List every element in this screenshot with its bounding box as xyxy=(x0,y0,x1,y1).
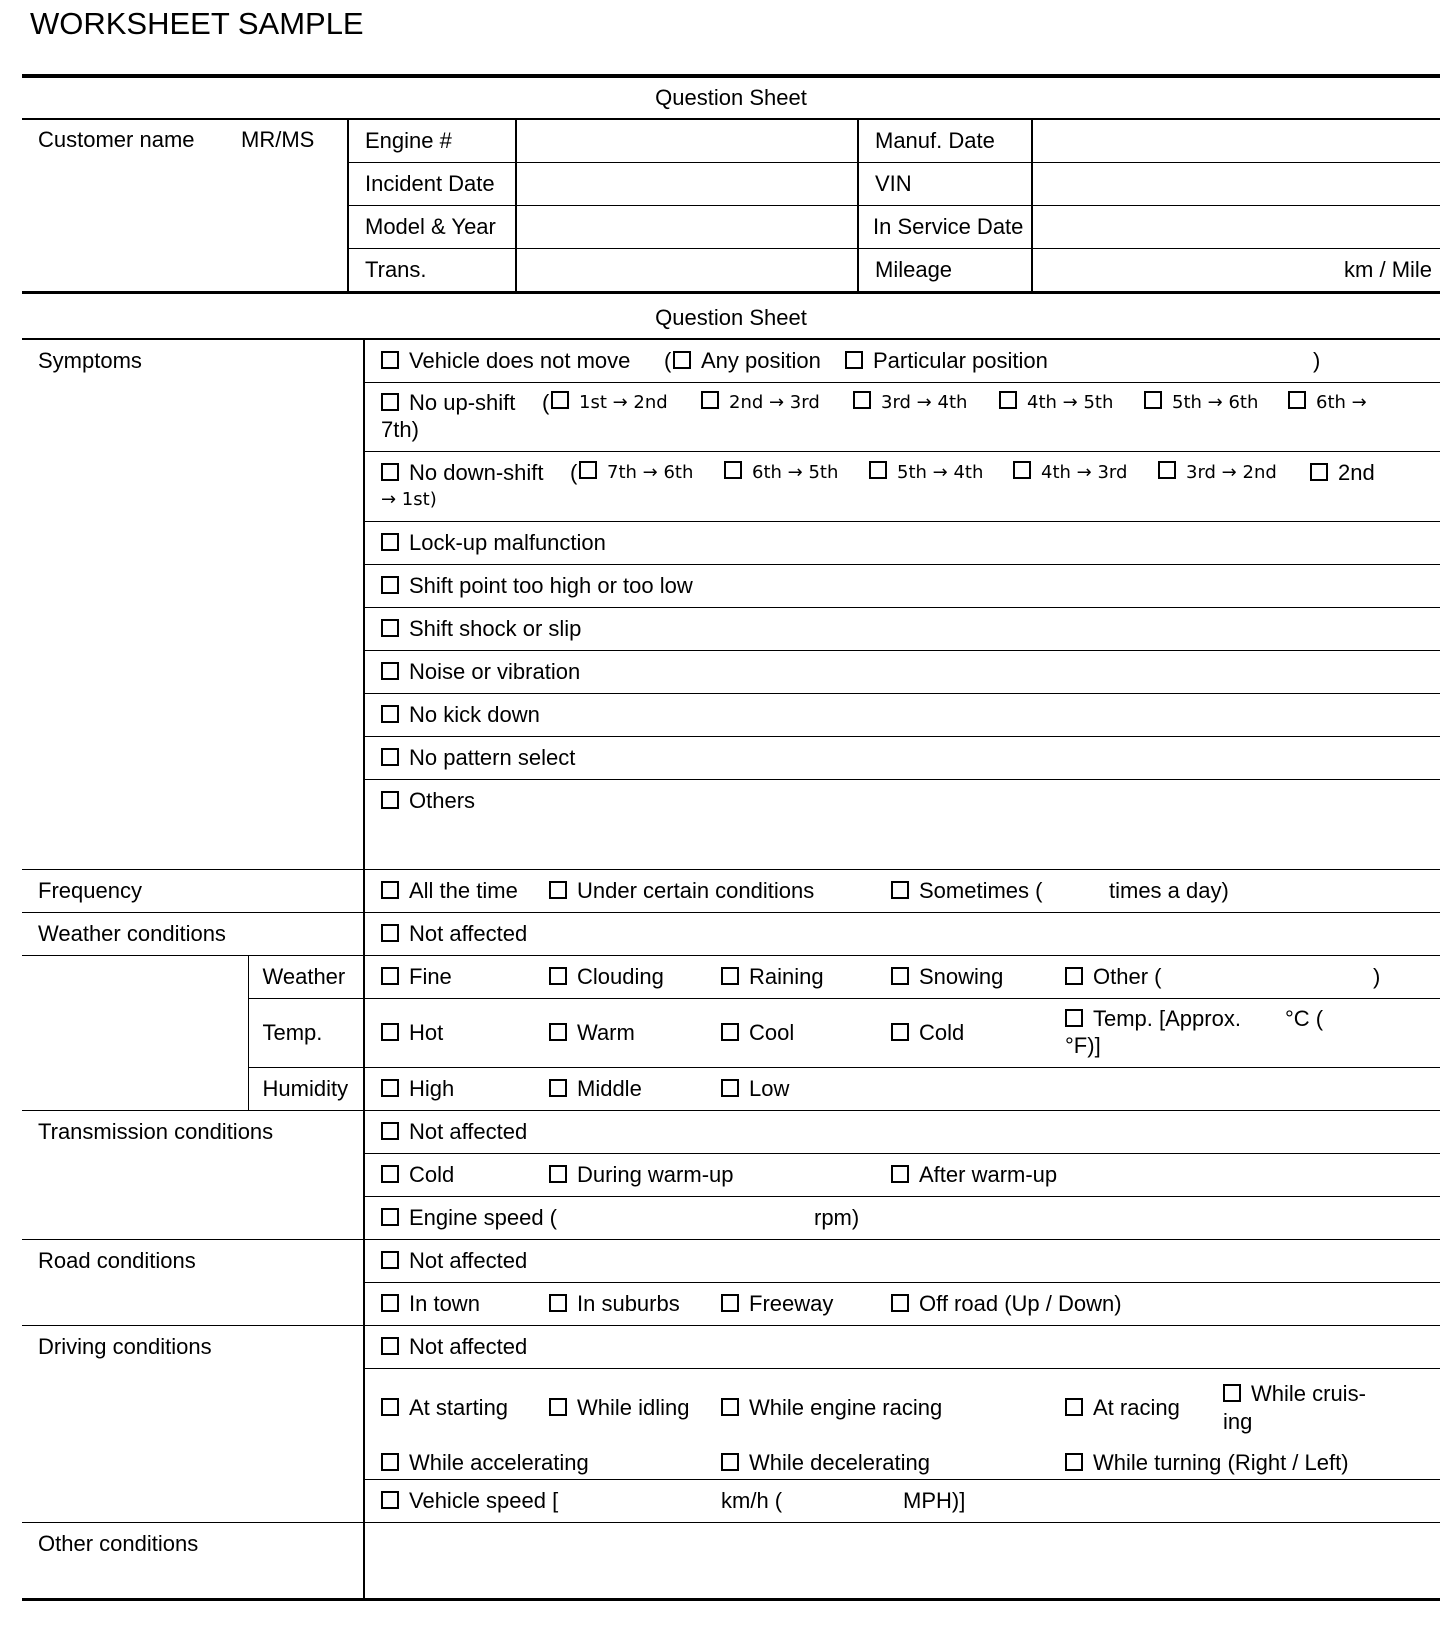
checkbox[interactable] xyxy=(381,791,399,809)
all-the-time-option[interactable]: All the time xyxy=(381,877,518,905)
sometimes-option[interactable]: Sometimes ( xyxy=(891,877,1042,905)
model-year-label: Model & Year xyxy=(348,206,516,249)
engine-field[interactable] xyxy=(516,119,858,163)
checkbox[interactable] xyxy=(845,351,863,369)
incident-date-label: Incident Date xyxy=(348,163,516,206)
checkbox[interactable] xyxy=(381,1023,399,1041)
checkbox[interactable] xyxy=(381,705,399,723)
weather-not-affected-option[interactable]: Not affected xyxy=(381,920,527,948)
incident-date-field[interactable] xyxy=(516,163,858,206)
other-conditions-label: Other conditions xyxy=(38,1531,199,1556)
driving-conditions-label: Driving conditions xyxy=(22,1326,364,1523)
driving-while-idling[interactable]: While idling xyxy=(549,1394,690,1422)
road-not-affected-option[interactable]: Not affected xyxy=(381,1247,527,1275)
no-downshift-option[interactable]: No down-shift xyxy=(381,459,544,487)
checkbox[interactable] xyxy=(721,1079,739,1097)
humidity-low[interactable]: Low xyxy=(721,1075,789,1103)
transmission-not-affected-row xyxy=(364,1111,1440,1154)
checkbox[interactable] xyxy=(1065,1453,1083,1471)
checkbox[interactable] xyxy=(1310,463,1328,481)
temp-approx-option[interactable]: Temp. [Approx. xyxy=(1065,1005,1241,1033)
checkbox[interactable] xyxy=(549,1165,567,1183)
road-in-town[interactable]: In town xyxy=(381,1290,480,1318)
checkbox[interactable] xyxy=(549,1294,567,1312)
checkbox[interactable] xyxy=(891,967,909,985)
checkbox[interactable] xyxy=(999,391,1017,409)
checkbox[interactable] xyxy=(381,463,399,481)
engine-label: Engine # xyxy=(348,119,516,163)
transmission-during-warmup[interactable]: During warm-up xyxy=(549,1161,734,1189)
manuf-date-field[interactable] xyxy=(1032,119,1440,163)
checkbox[interactable] xyxy=(721,1294,739,1312)
downshift-2-1[interactable]: 2nd xyxy=(1310,459,1375,487)
vin-field[interactable] xyxy=(1032,163,1440,206)
road-conditions-label: Road conditions xyxy=(22,1240,364,1326)
checkbox[interactable] xyxy=(381,1165,399,1183)
in-service-date-label: In Service Date xyxy=(858,206,1032,249)
any-position-option[interactable]: Any position xyxy=(673,347,821,375)
checkbox[interactable] xyxy=(1223,1384,1241,1402)
upshift-6-7[interactable]: 6th → xyxy=(1288,389,1367,417)
upshift-2-3[interactable]: 2nd → 3rd xyxy=(701,389,820,417)
customer-info-table xyxy=(22,74,1440,294)
symptoms-label: Symptoms xyxy=(22,339,364,870)
checkbox[interactable] xyxy=(381,881,399,899)
checkbox[interactable] xyxy=(381,1251,399,1269)
symptom-lockup-row xyxy=(364,522,1440,565)
symptom-noise-row xyxy=(364,651,1440,694)
kick-down-option[interactable]: No kick down xyxy=(381,701,540,729)
downshift-5-4[interactable]: 5th → 4th xyxy=(869,459,983,487)
driving-not-affected-option[interactable]: Not affected xyxy=(381,1333,527,1361)
checkbox[interactable] xyxy=(551,391,569,409)
checkbox[interactable] xyxy=(724,461,742,479)
checkbox[interactable] xyxy=(381,619,399,637)
humidity-middle[interactable]: Middle xyxy=(549,1075,642,1103)
question-sheet-table xyxy=(22,297,1440,1601)
checkbox[interactable] xyxy=(1065,1009,1083,1027)
symptom-pattern-row xyxy=(364,737,1440,780)
checkbox[interactable] xyxy=(381,1491,399,1509)
weather-sublabel: Weather xyxy=(248,956,364,999)
checkbox[interactable] xyxy=(381,1453,399,1471)
checkbox[interactable] xyxy=(381,1398,399,1416)
checkbox[interactable] xyxy=(381,1208,399,1226)
checkbox[interactable] xyxy=(1288,391,1306,409)
checkbox[interactable] xyxy=(1144,391,1162,409)
driving-while-cruising[interactable]: While cruis- xyxy=(1223,1380,1366,1408)
mileage-unit: km / Mile xyxy=(1344,257,1433,282)
checkbox[interactable] xyxy=(381,576,399,594)
checkbox[interactable] xyxy=(549,1079,567,1097)
humidity-sublabel: Humidity xyxy=(248,1068,364,1111)
checkbox[interactable] xyxy=(549,1398,567,1416)
vin-label: VIN xyxy=(858,163,1032,206)
not-move-option[interactable]: Vehicle does not move xyxy=(381,347,630,375)
manuf-date-label: Manuf. Date xyxy=(858,119,1032,163)
frequency-row: All the time Under certain conditions Sometimes ( times a day) xyxy=(364,870,1440,913)
checkbox[interactable] xyxy=(891,1023,909,1041)
question-sheet-title-2: Question Sheet xyxy=(22,297,1440,339)
checkbox[interactable] xyxy=(721,1023,739,1041)
symptom-no-downshift-row: No down-shift ( 7th → 6th 6th → 5th 5th → 4th 4th → 3rd 3rd → 2nd 2nd → 1st) xyxy=(364,452,1440,522)
checkbox[interactable] xyxy=(891,881,909,899)
driving-engine-racing[interactable]: While engine racing xyxy=(721,1394,942,1422)
engine-speed-option[interactable]: Engine speed ( xyxy=(381,1204,557,1232)
checkbox[interactable] xyxy=(853,391,871,409)
downshift-4-3[interactable]: 4th → 3rd xyxy=(1013,459,1127,487)
checkbox[interactable] xyxy=(381,393,399,411)
temp-cold[interactable]: Cold xyxy=(891,1019,964,1047)
checkbox[interactable] xyxy=(673,351,691,369)
transmission-warmup-row xyxy=(364,1154,1440,1197)
checkbox[interactable] xyxy=(891,1294,909,1312)
checkbox[interactable] xyxy=(549,967,567,985)
weather-snowing[interactable]: Snowing xyxy=(891,963,1003,991)
upshift-5-6[interactable]: 5th → 6th xyxy=(1144,389,1258,417)
document-title: WORKSHEET SAMPLE xyxy=(30,6,364,41)
downshift-3-2[interactable]: 3rd → 2nd xyxy=(1158,459,1277,487)
weather-row: Fine Clouding Raining Snowing Other ( ) xyxy=(364,956,1440,999)
transmission-not-affected-option[interactable]: Not affected xyxy=(381,1118,527,1146)
checkbox[interactable] xyxy=(1158,461,1176,479)
driving-decelerating[interactable]: While decelerating xyxy=(721,1449,930,1477)
checkbox[interactable] xyxy=(381,1079,399,1097)
mileage-label: Mileage xyxy=(858,249,1032,293)
road-freeway[interactable]: Freeway xyxy=(721,1290,833,1318)
engine-speed-row: Engine speed ( rpm) xyxy=(364,1197,1440,1240)
shift-point-option[interactable]: Shift point too high or too low xyxy=(381,572,693,600)
road-type-row xyxy=(364,1283,1440,1326)
driving-at-racing[interactable]: At racing xyxy=(1065,1394,1180,1422)
checkbox[interactable] xyxy=(381,662,399,680)
checkbox[interactable] xyxy=(381,351,399,369)
question-sheet-title: Question Sheet xyxy=(22,76,1440,119)
temp-warm[interactable]: Warm xyxy=(549,1019,635,1047)
temp-row: Hot Warm Cool Cold Temp. [Approx. °C ( °F)] xyxy=(364,999,1440,1068)
checkbox[interactable] xyxy=(381,967,399,985)
humidity-row xyxy=(364,1068,1440,1111)
humidity-high[interactable]: High xyxy=(381,1075,454,1103)
trans-field[interactable] xyxy=(516,249,858,293)
driving-not-affected-row xyxy=(364,1326,1440,1369)
in-service-date-field[interactable] xyxy=(1032,206,1440,249)
checkbox[interactable] xyxy=(891,1165,909,1183)
checkbox[interactable] xyxy=(381,1122,399,1140)
other-conditions-field[interactable] xyxy=(364,1523,1440,1600)
weather-not-affected-row xyxy=(364,913,1440,956)
upshift-4-5[interactable]: 4th → 5th xyxy=(999,389,1113,417)
checkbox[interactable] xyxy=(1013,461,1031,479)
downshift-7-6[interactable]: 7th → 6th xyxy=(579,459,693,487)
symptom-no-upshift-row: No up-shift ( 1st → 2nd 2nd → 3rd 3rd → 4th 4th → 5th 5th → 6th 6th → 7th) xyxy=(364,383,1440,452)
symptom-not-move-row: Vehicle does not move ( Any position Particular position ) xyxy=(364,339,1440,383)
temp-sublabel: Temp. xyxy=(248,999,364,1068)
vehicle-speed-option[interactable]: Vehicle speed [ xyxy=(381,1487,558,1515)
road-not-affected-row xyxy=(364,1240,1440,1283)
others-option[interactable]: Others xyxy=(381,787,475,815)
symptom-shift-point-row xyxy=(364,565,1440,608)
symptom-others-row xyxy=(364,780,1440,870)
customer-name-label: Customer name xyxy=(38,127,195,152)
transmission-cold[interactable]: Cold xyxy=(381,1161,454,1189)
temp-cool[interactable]: Cool xyxy=(721,1019,794,1047)
checkbox[interactable] xyxy=(381,1294,399,1312)
no-upshift-option[interactable]: No up-shift xyxy=(381,389,515,417)
shift-shock-option[interactable]: Shift shock or slip xyxy=(381,615,581,643)
weather-conditions-label: Weather conditions xyxy=(22,913,364,956)
checkbox[interactable] xyxy=(701,391,719,409)
symptom-shift-shock-row xyxy=(364,608,1440,651)
transmission-conditions-label: Transmission conditions xyxy=(22,1111,364,1240)
driving-modes-row: At starting While idling While engine racing At racing While cruis- ing While accelerating While decelerating While turning (Right / Left) xyxy=(364,1369,1440,1480)
temp-hot[interactable]: Hot xyxy=(381,1019,443,1047)
pattern-select-option[interactable]: No pattern select xyxy=(381,744,575,772)
checkbox[interactable] xyxy=(1065,967,1083,985)
checkbox[interactable] xyxy=(549,1023,567,1041)
driving-turning[interactable]: While turning (Right / Left) xyxy=(1065,1449,1349,1477)
vehicle-speed-row: Vehicle speed [ km/h ( MPH)] xyxy=(364,1480,1440,1523)
lockup-option[interactable]: Lock-up malfunction xyxy=(381,529,606,557)
upshift-3-4[interactable]: 3rd → 4th xyxy=(853,389,967,417)
driving-at-starting[interactable]: At starting xyxy=(381,1394,508,1422)
particular-position-option[interactable]: Particular position xyxy=(845,347,1048,375)
transmission-after-warmup[interactable]: After warm-up xyxy=(891,1161,1057,1189)
upshift-1-2[interactable]: 1st → 2nd xyxy=(551,389,668,417)
downshift-6-5[interactable]: 6th → 5th xyxy=(724,459,838,487)
weather-fine[interactable]: Fine xyxy=(381,963,452,991)
checkbox[interactable] xyxy=(1065,1398,1083,1416)
customer-name-cell xyxy=(22,119,348,293)
checkbox[interactable] xyxy=(381,533,399,551)
checkbox[interactable] xyxy=(721,1398,739,1416)
weather-raining[interactable]: Raining xyxy=(721,963,824,991)
model-year-field[interactable] xyxy=(516,206,858,249)
mr-ms-label: MR/MS xyxy=(241,127,315,152)
weather-clouding[interactable]: Clouding xyxy=(549,963,664,991)
driving-accelerating[interactable]: While accelerating xyxy=(381,1449,589,1477)
weather-other[interactable]: Other ( xyxy=(1065,963,1161,991)
frequency-label: Frequency xyxy=(22,870,364,913)
checkbox[interactable] xyxy=(721,1453,739,1471)
checkbox[interactable] xyxy=(381,924,399,942)
checkbox[interactable] xyxy=(869,461,887,479)
road-off-road[interactable]: Off road (Up / Down) xyxy=(891,1290,1122,1318)
checkbox[interactable] xyxy=(381,748,399,766)
checkbox[interactable] xyxy=(381,1337,399,1355)
symptom-kick-down-row xyxy=(364,694,1440,737)
noise-option[interactable]: Noise or vibration xyxy=(381,658,580,686)
checkbox[interactable] xyxy=(579,461,597,479)
checkbox[interactable] xyxy=(721,967,739,985)
trans-label: Trans. xyxy=(348,249,516,293)
checkbox[interactable] xyxy=(549,881,567,899)
road-in-suburbs[interactable]: In suburbs xyxy=(549,1290,680,1318)
mileage-field[interactable] xyxy=(1032,249,1440,293)
under-conditions-option[interactable]: Under certain conditions xyxy=(549,877,814,905)
